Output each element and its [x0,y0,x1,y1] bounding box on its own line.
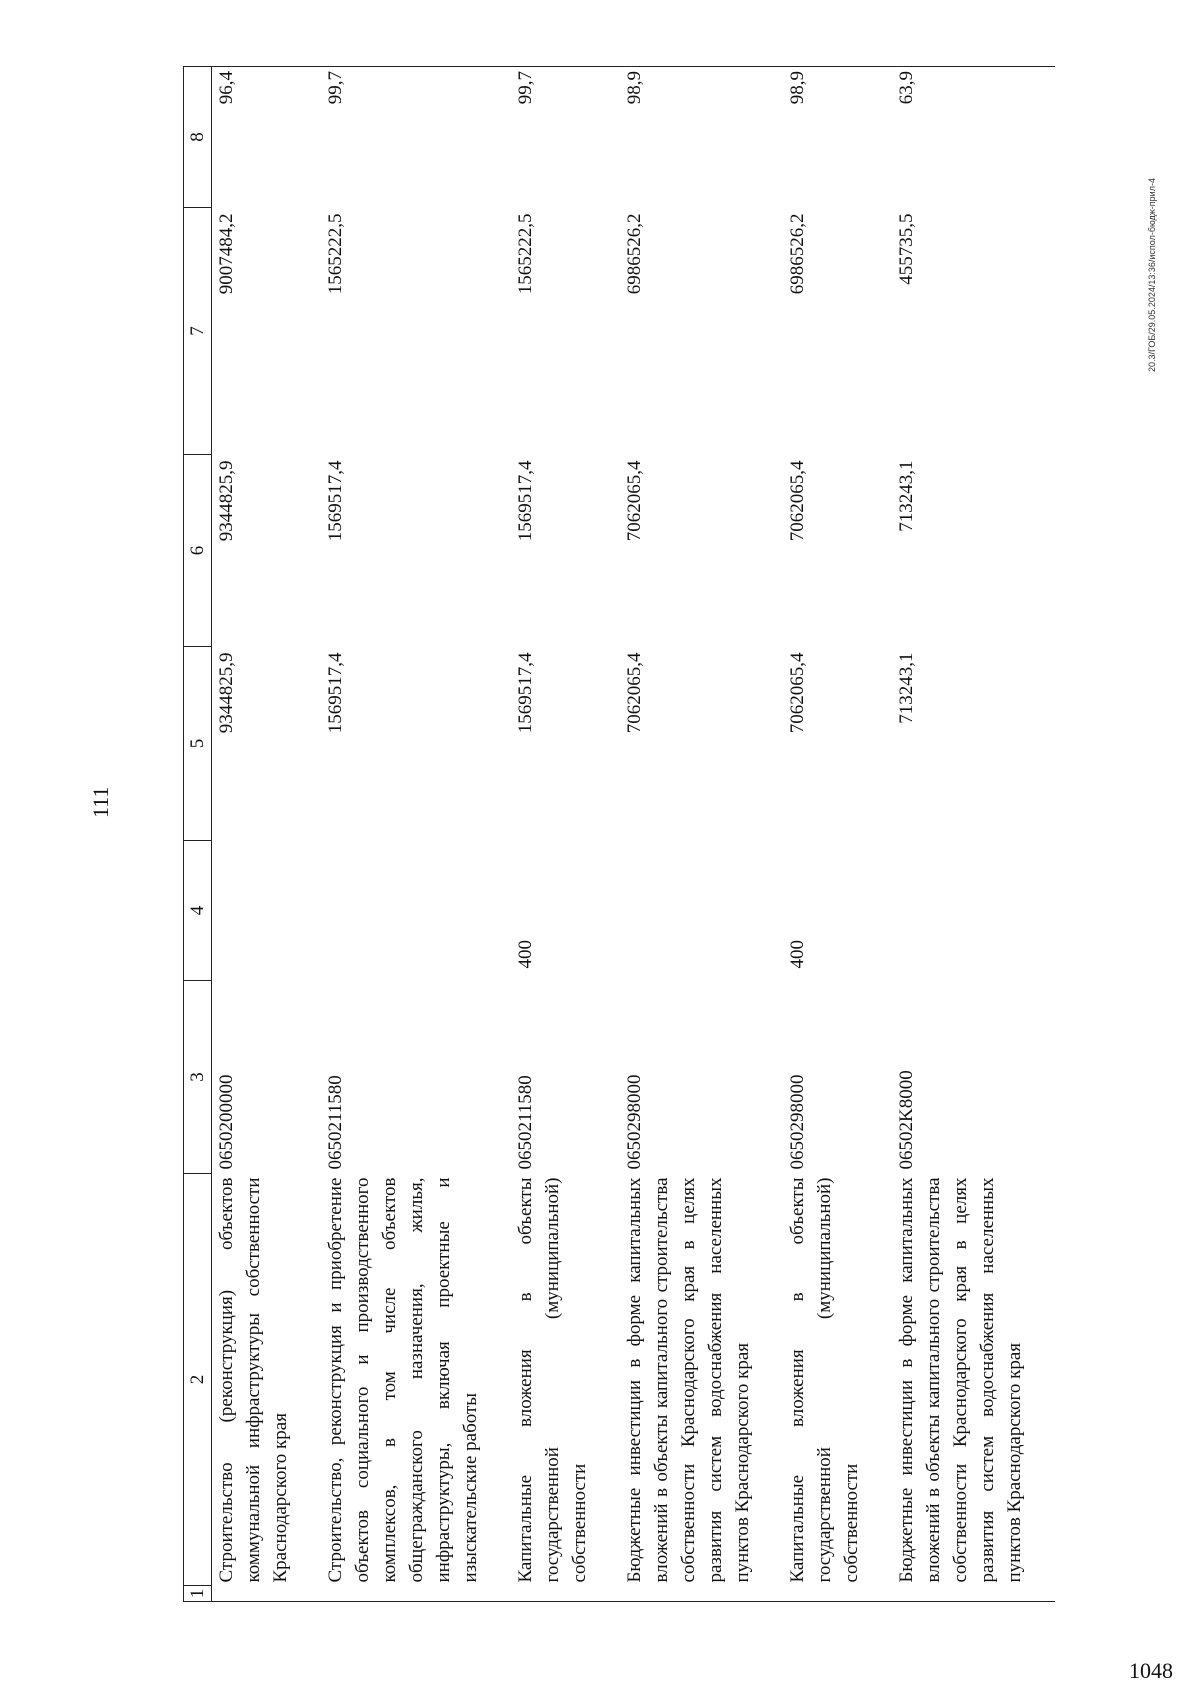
table-row [620,67,783,1602]
percent-cell: 98,9 [620,67,783,208]
expense-type-cell [321,841,511,981]
table-row [212,67,322,1602]
column-header-8: 8 [184,67,212,208]
percent-cell: 63,9 [892,67,1055,208]
value-col6-cell: 1569517,4 [515,460,536,542]
description-cell: Строительство (реконструкция) объектов коммунальной инфраструктуры собственности Краснодарского края [216,1177,291,1583]
table-row [511,67,620,1602]
expense-type-cell: 400 [787,940,808,969]
table-row [321,67,511,1602]
code-cell: 0650200000 [216,1074,237,1170]
code-cell: 0650298000 [624,1074,645,1170]
page-number: 111 [88,786,113,818]
code-cell: 06502K8000 [896,1070,917,1170]
description-cell: Капитальные вложения в объекты государственной (муниципальной) собственности [787,1177,862,1583]
value-col5-cell: 1569517,4 [325,652,346,734]
value-col7-cell: 1565222,5 [515,213,536,295]
row-number-cell [511,1586,620,1602]
budget-table [183,66,1055,1602]
description-cell: Строительство, реконструкция и приобретение объектов социального и производственного комплексов, в том числе объектов общегражданского назначения, жилья, инфраструктуры, включая проектные и изыскательские работы [325,1177,481,1583]
value-col7-cell: 9007484,2 [216,213,237,295]
value-col5-cell: 9344825,9 [216,652,237,734]
row-number-cell [212,1586,322,1602]
description-cell: Капитальные вложения в объекты государственной (муниципальной) собственности [515,1177,590,1583]
value-col5-cell: 713243,1 [896,652,917,724]
expense-type-cell [212,841,322,981]
value-col7-cell: 455735,5 [896,213,917,285]
sheet-number: 1048 [1129,1658,1173,1683]
percent-cell: 96,4 [212,67,322,208]
expense-type-cell [892,841,1055,981]
value-col5-cell: 1569517,4 [515,652,536,734]
column-header-6: 6 [184,455,212,647]
value-col6-cell: 1569517,4 [325,460,346,542]
expense-type-cell [620,841,783,981]
description-cell: Бюджетные инвестиции в форме капитальных вложений в объекты капитального строительства собственности Краснодарского края в целях развития систем водоснабжения населенных пунктов Краснодарского края [624,1177,753,1583]
document-footer-id: 20.3/ГОБ/29.05.2024/13:36/испол-бюдж-прил-4 [1147,178,1157,372]
row-number-cell [321,1586,511,1602]
column-header-7: 7 [184,208,212,455]
table-row [892,67,1055,1602]
column-header-5: 5 [184,647,212,841]
column-header-3: 3 [184,981,212,1174]
column-header-1: 1 [184,1586,212,1602]
table-row [783,67,892,1602]
value-col7-cell: 1565222,5 [325,213,346,295]
row-number-cell [892,1586,1055,1602]
value-col6-cell: 9344825,9 [216,460,237,542]
value-col7-cell: 6986526,2 [624,213,645,295]
value-col6-cell: 7062065,4 [624,460,645,542]
row-number-cell [783,1586,892,1602]
value-col6-cell: 7062065,4 [787,460,808,542]
percent-cell: 99,7 [511,67,620,208]
value-col6-cell: 713243,1 [896,460,917,532]
percent-cell: 98,9 [783,67,892,208]
percent-cell: 99,7 [321,67,511,208]
value-col5-cell: 7062065,4 [787,652,808,734]
value-col5-cell: 7062065,4 [624,652,645,734]
column-header-4: 4 [184,841,212,981]
code-cell: 0650298000 [787,1074,808,1170]
code-cell: 0650211580 [325,1075,346,1170]
code-cell: 0650211580 [515,1075,536,1170]
table-header-row [184,67,212,1602]
rotated-table-container [183,67,1073,1602]
row-number-cell [620,1586,783,1602]
expense-type-cell: 400 [515,940,536,969]
description-cell: Бюджетные инвестиции в форме капитальных вложений в объекты капитального строительства собственности Краснодарского края в целях развития систем водоснабжения населенных пунктов Краснодарского края [896,1177,1025,1583]
column-header-2: 2 [184,1174,212,1586]
value-col7-cell: 6986526,2 [787,213,808,295]
